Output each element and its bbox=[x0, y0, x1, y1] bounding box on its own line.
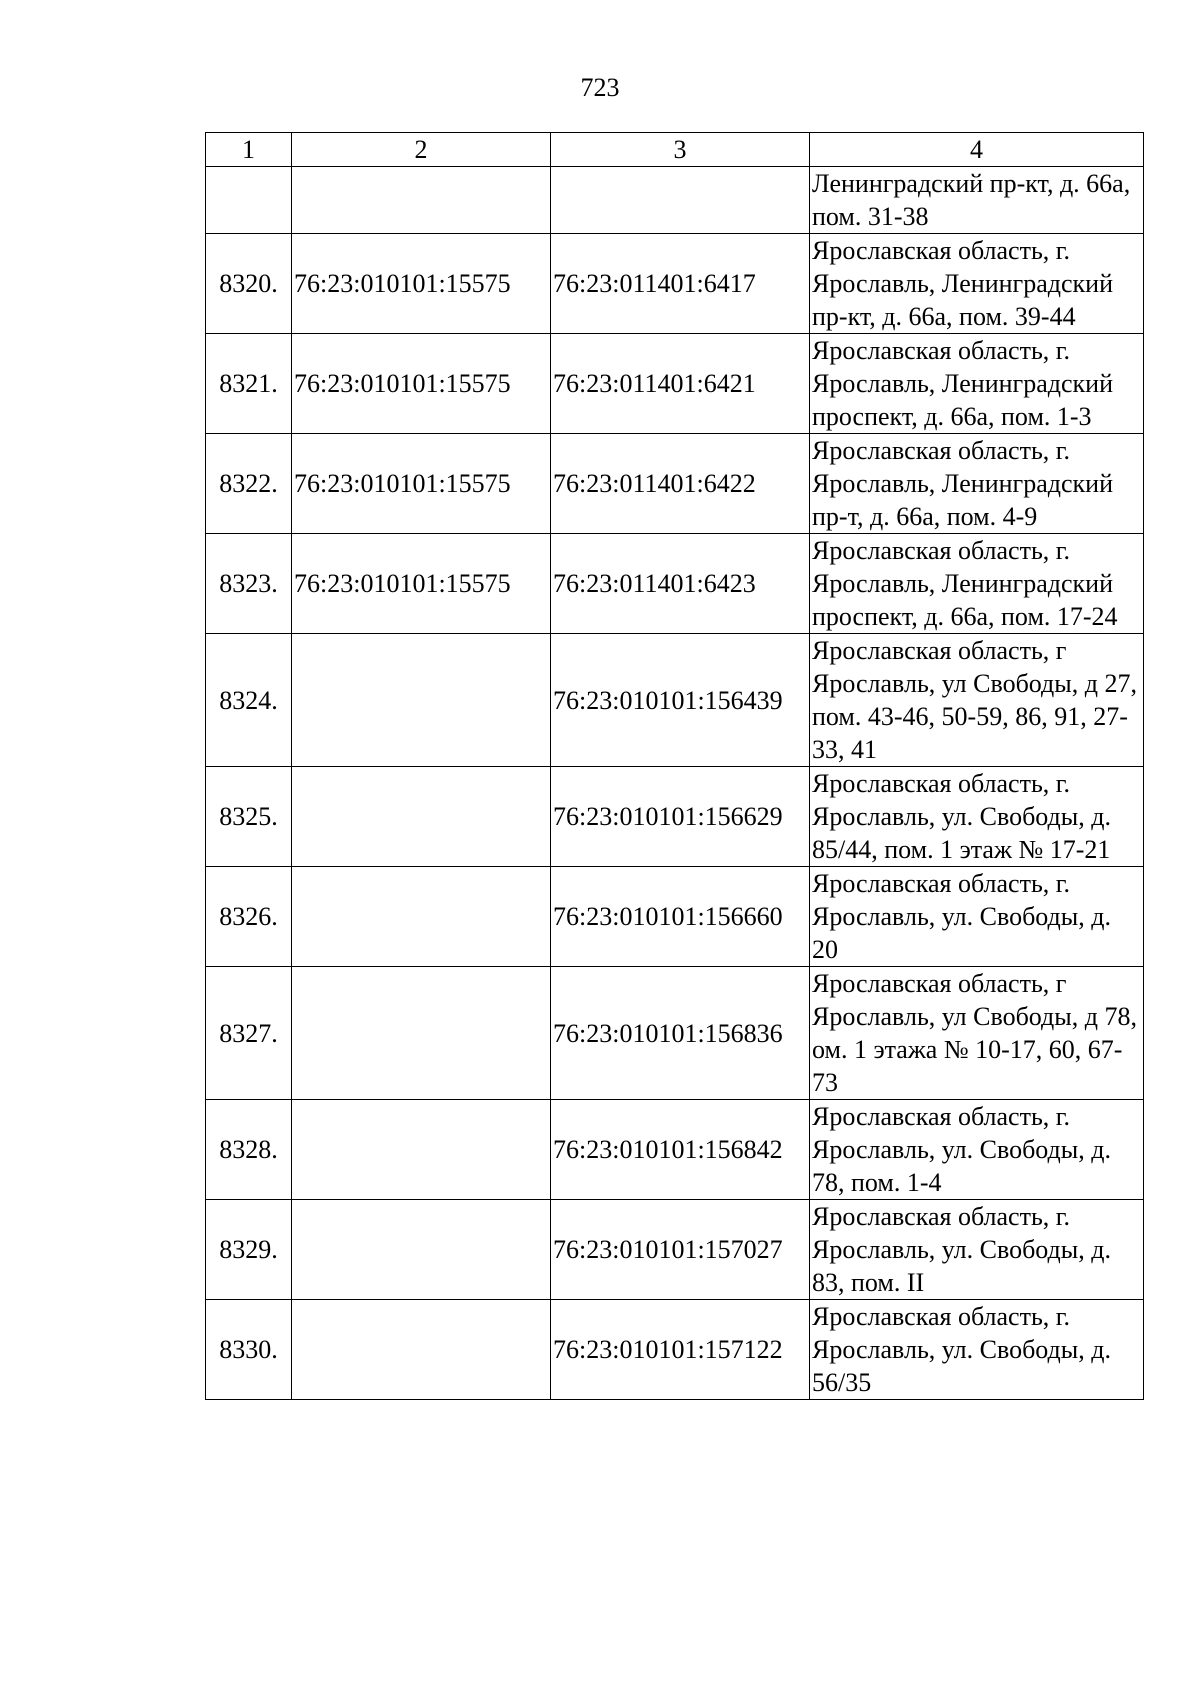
row-number-cell: 8324. bbox=[206, 634, 292, 767]
page-number: 723 bbox=[580, 73, 620, 102]
row-number-cell: 8320. bbox=[206, 234, 292, 334]
object-cadastral-number-cell bbox=[551, 167, 810, 234]
row-number-cell: 8328. bbox=[206, 1100, 292, 1200]
cadastral-number-cell bbox=[292, 1200, 551, 1300]
object-cadastral-number-cell: 76:23:011401:6421 bbox=[551, 334, 810, 434]
table-row bbox=[206, 1100, 1144, 1200]
object-cadastral-number-cell: 76:23:010101:156629 bbox=[551, 767, 810, 867]
address-cell: Ярославская область, г Ярославль, ул Свободы, д 78, ом. 1 этажа № 10-17, 60, 67-73 bbox=[810, 967, 1144, 1100]
table-row bbox=[206, 534, 1144, 634]
object-cadastral-number-cell: 76:23:011401:6422 bbox=[551, 434, 810, 534]
object-cadastral-number-cell: 76:23:010101:156660 bbox=[551, 867, 810, 967]
cadastral-number-cell: 76:23:010101:15575 bbox=[292, 234, 551, 334]
address-cell: Ярославская область, г. Ярославль, Ленинградский проспект, д. 66а, пом. 17-24 bbox=[810, 534, 1144, 634]
object-cadastral-number-cell: 76:23:010101:156842 bbox=[551, 1100, 810, 1200]
address-cell: Ярославская область, г. Ярославль, ул. Свободы, д. 83, пом. II bbox=[810, 1200, 1144, 1300]
table-row bbox=[206, 867, 1144, 967]
object-cadastral-number-cell: 76:23:010101:157122 bbox=[551, 1300, 810, 1400]
cadastral-number-cell: 76:23:010101:15575 bbox=[292, 334, 551, 434]
address-cell: Ярославская область, г. Ярославль, ул. Свободы, д. 85/44, пом. 1 этаж № 17-21 bbox=[810, 767, 1144, 867]
table-row bbox=[206, 967, 1144, 1100]
header-col-1: 1 bbox=[206, 133, 292, 167]
row-number-cell: 8323. bbox=[206, 534, 292, 634]
address-cell: Ленинградский пр-кт, д. 66а, пом. 31-38 bbox=[810, 167, 1144, 234]
table-body bbox=[206, 167, 1144, 1400]
cadastral-number-cell: 76:23:010101:15575 bbox=[292, 534, 551, 634]
row-number-cell: 8326. bbox=[206, 867, 292, 967]
address-cell: Ярославская область, г Ярославль, ул Свободы, д 27, пом. 43-46, 50-59, 86, 91, 27-33, 41 bbox=[810, 634, 1144, 767]
table-row bbox=[206, 434, 1144, 534]
cadastral-number-cell bbox=[292, 767, 551, 867]
cadastral-number-cell bbox=[292, 967, 551, 1100]
table-header bbox=[206, 133, 1144, 167]
cadastral-number-cell bbox=[292, 167, 551, 234]
table-row bbox=[206, 234, 1144, 334]
header-row bbox=[206, 133, 1144, 167]
table-row bbox=[206, 167, 1144, 234]
row-number-cell: 8330. bbox=[206, 1300, 292, 1400]
object-cadastral-number-cell: 76:23:010101:157027 bbox=[551, 1200, 810, 1300]
row-number-cell: 8325. bbox=[206, 767, 292, 867]
object-cadastral-number-cell: 76:23:010101:156439 bbox=[551, 634, 810, 767]
header-col-3: 3 bbox=[551, 133, 810, 167]
table-row bbox=[206, 634, 1144, 767]
row-number-cell: 8329. bbox=[206, 1200, 292, 1300]
object-cadastral-number-cell: 76:23:011401:6417 bbox=[551, 234, 810, 334]
address-cell: Ярославская область, г. Ярославль, ул. Свободы, д. 78, пом. 1-4 bbox=[810, 1100, 1144, 1200]
address-cell: Ярославская область, г. Ярославль, Ленинградский пр-кт, д. 66а, пом. 39-44 bbox=[810, 234, 1144, 334]
address-cell: Ярославская область, г. Ярославль, ул. Свободы, д. 56/35 bbox=[810, 1300, 1144, 1400]
cadastral-number-cell bbox=[292, 867, 551, 967]
header-col-4: 4 bbox=[810, 133, 1144, 167]
table-row bbox=[206, 767, 1144, 867]
address-cell: Ярославская область, г. Ярославль, Ленинградский проспект, д. 66а, пом. 1-3 bbox=[810, 334, 1144, 434]
table-row bbox=[206, 1200, 1144, 1300]
object-cadastral-number-cell: 76:23:011401:6423 bbox=[551, 534, 810, 634]
row-number-cell: 8321. bbox=[206, 334, 292, 434]
cadastral-number-cell bbox=[292, 1100, 551, 1200]
address-cell: Ярославская область, г. Ярославль, Ленинградский пр-т, д. 66а, пом. 4-9 bbox=[810, 434, 1144, 534]
table-row bbox=[206, 1300, 1144, 1400]
address-cell: Ярославская область, г. Ярославль, ул. Свободы, д. 20 bbox=[810, 867, 1144, 967]
cadastral-number-cell: 76:23:010101:15575 bbox=[292, 434, 551, 534]
row-number-cell: 8322. bbox=[206, 434, 292, 534]
registry-table bbox=[205, 132, 1144, 1400]
cadastral-number-cell bbox=[292, 634, 551, 767]
row-number-cell bbox=[206, 167, 292, 234]
row-number-cell: 8327. bbox=[206, 967, 292, 1100]
table-row bbox=[206, 334, 1144, 434]
header-col-2: 2 bbox=[292, 133, 551, 167]
object-cadastral-number-cell: 76:23:010101:156836 bbox=[551, 967, 810, 1100]
cadastral-number-cell bbox=[292, 1300, 551, 1400]
